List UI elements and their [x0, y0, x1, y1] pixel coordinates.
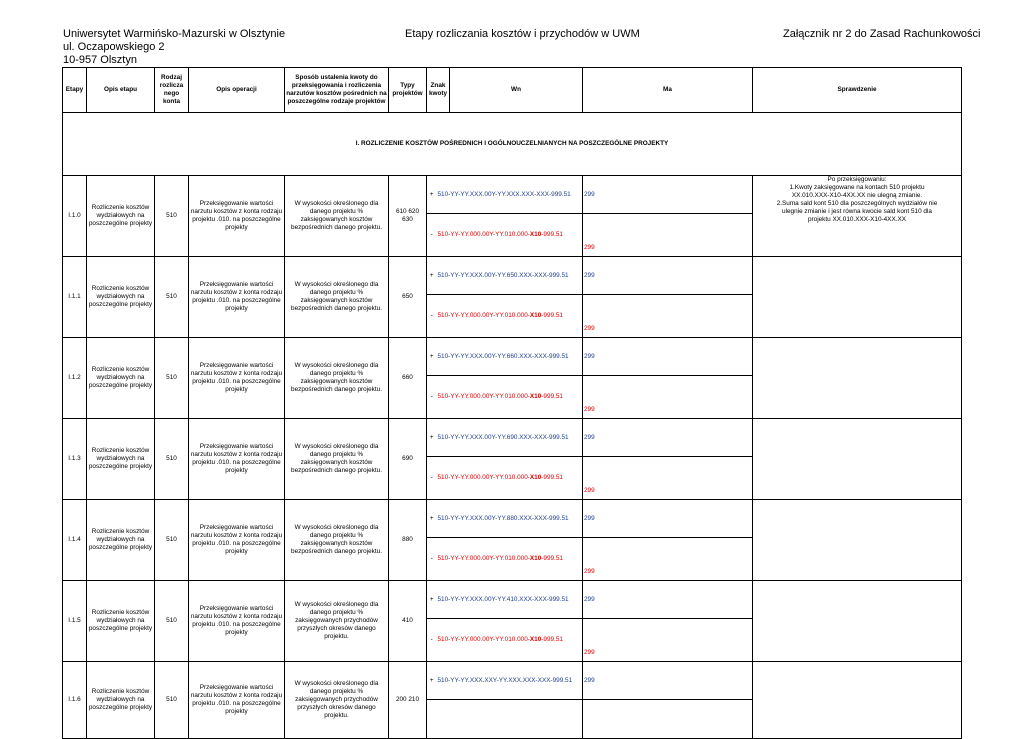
col-header-ma: Ma: [583, 68, 753, 113]
ma-account-minus: 299: [583, 214, 753, 257]
sign-minus-empty: [427, 700, 437, 739]
etap-cell: I.1.2: [63, 338, 87, 419]
col-header-znak-wn: [427, 68, 583, 113]
table-row: [63, 257, 962, 295]
typy-cell: 650: [389, 257, 427, 338]
ma-account-minus: 299: [583, 538, 753, 581]
wn-minus-prefix: 510-YY-YY.000.00Y-YY.010.000-: [437, 312, 530, 319]
etap-cell: I.1.5: [63, 581, 87, 662]
sign-minus: -: [427, 214, 437, 257]
check-cell-empty: [753, 338, 962, 419]
wn-account-minus: [437, 295, 583, 338]
sign-plus: +: [427, 338, 437, 376]
wn-minus-bold: X10: [529, 312, 542, 319]
wn-account-minus: [437, 619, 583, 662]
wn-account-minus-empty: [437, 700, 583, 739]
col-header-etapy: Etapy: [63, 68, 87, 113]
table-row: [63, 176, 962, 214]
section-title: I. ROZLICZENIE KOSZTÓW POŚREDNICH I OGÓLNOUCZELNIANYCH NA POSZCZEGÓLNE PROJEKTY: [63, 113, 962, 176]
check-cell-empty: [753, 500, 962, 581]
wn-minus-suffix: -999.51: [541, 636, 563, 643]
wn-account-plus: 510-YY-YY.XXX.00Y-YY.660.XXX-XXX-999.51: [437, 338, 583, 376]
opis-etapu-cell: Rozliczenie kosztów wydziałowych na poszczególne projekty: [87, 257, 155, 338]
check-cell-empty: [753, 581, 962, 662]
check-note-line: 2.Suma sald kont 510 dla poszczególnych wydziałów nie: [776, 200, 938, 207]
col-header-rodzaj: Rodzaj rozlicza nego konta: [155, 68, 189, 113]
rodzaj-cell: 510: [155, 176, 189, 257]
opis-operacji-cell: Przeksięgowanie wartości narzutu kosztów z konta rodzaju projektu .010. na poszczególne projekty: [189, 419, 285, 500]
typy-cell: 880: [389, 500, 427, 581]
sign-minus: -: [427, 619, 437, 662]
wn-minus-bold: X10: [529, 231, 542, 238]
ma-account-minus: 299: [583, 295, 753, 338]
sign-plus: +: [427, 419, 437, 457]
ma-account-minus-empty: [583, 700, 753, 739]
opis-etapu-cell: Rozliczenie kosztów wydziałowych na poszczególne projekty: [87, 419, 155, 500]
institution-street: ul. Oczapowskiego 2: [63, 41, 165, 53]
rodzaj-cell: 510: [155, 257, 189, 338]
wn-account-plus: 510-YY-YY.XXX.00Y-YY.410.XXX-XXX-999.51: [437, 581, 583, 619]
document-title: Etapy rozliczania kosztów i przychodów w UWM: [405, 28, 640, 40]
wn-minus-suffix: -999.51: [541, 393, 563, 400]
opis-operacji-cell: Przeksięgowanie wartości narzutu kosztów z konta rodzaju projektu .010. na poszczególne projekty: [189, 338, 285, 419]
sign-minus: -: [427, 538, 437, 581]
opis-operacji-cell: Przeksięgowanie wartości narzutu kosztów z konta rodzaju projektu .010. na poszczególne projekty: [189, 257, 285, 338]
table-row: [63, 419, 962, 457]
check-note-line: ulegnie zmianie i jest równa kwocie sald kont 510 dla: [782, 208, 932, 215]
sign-plus: +: [427, 257, 437, 295]
sign-minus: -: [427, 457, 437, 500]
wn-account-plus: 510-YY-YY.XXX.00Y-YY.XXX.XXX-XXX-999.51: [437, 176, 583, 214]
etap-cell: I.1.1: [63, 257, 87, 338]
sposob-cell: W wysokości określonego dla danego projektu % zaksięgowanych przychodów przyszłych okresów danego projektu.: [285, 662, 389, 739]
check-cell-empty: [753, 257, 962, 338]
typy-cell: 610 620 630: [389, 176, 427, 257]
wn-minus-bold: X10: [529, 474, 542, 481]
ma-account-plus: 299: [583, 257, 753, 295]
opis-etapu-cell: Rozliczenie kosztów wydziałowych na poszczególne projekty: [87, 338, 155, 419]
typy-cell: 690: [389, 419, 427, 500]
sposob-cell: W wysokości określonego dla danego projektu % zaksięgowanych przychodów przyszłych okresów danego projektu.: [285, 581, 389, 662]
rodzaj-cell: 510: [155, 581, 189, 662]
check-note-line: projektu XX.010.XXX-X10-4XX.XX: [807, 216, 907, 223]
wn-minus-prefix: 510-YY-YY.000.00Y-YY.010.000-: [437, 393, 530, 400]
etap-cell: I.1.0: [63, 176, 87, 257]
opis-etapu-cell: Rozliczenie kosztów wydziałowych na poszczególne projekty: [87, 581, 155, 662]
wn-minus-suffix: -999.51: [541, 231, 563, 238]
col-header-znak: Znak kwoty: [427, 68, 450, 112]
rodzaj-cell: 510: [155, 338, 189, 419]
etap-cell: I.1.4: [63, 500, 87, 581]
ma-account-plus: 299: [583, 419, 753, 457]
wn-minus-prefix: 510-YY-YY.000.00Y-YY.010.000-: [437, 636, 530, 643]
col-header-sposob: Sposób ustalenia kwoty do przeksięgowania i rozliczenia narzutów kosztów pośrednich na poszczególne rodzaje projektów: [285, 68, 389, 113]
wn-account-minus: [437, 457, 583, 500]
rodzaj-cell: 510: [155, 500, 189, 581]
ma-account-minus: 299: [583, 457, 753, 500]
opis-etapu-cell: Rozliczenie kosztów wydziałowych na poszczególne projekty: [87, 500, 155, 581]
opis-operacji-cell: Przeksięgowanie wartości narzutu kosztów z konta rodzaju projektu .010. na poszczególne projekty: [189, 662, 285, 739]
wn-minus-prefix: 510-YY-YY.000.00Y-YY.010.000-: [437, 474, 530, 481]
ma-account-plus: 299: [583, 176, 753, 214]
sign-plus: +: [427, 662, 437, 700]
settlement-table: [62, 67, 962, 739]
sign-plus: +: [427, 176, 437, 214]
check-note: [753, 176, 962, 257]
ma-account-minus: 299: [583, 619, 753, 662]
wn-minus-bold: X10: [529, 393, 542, 400]
wn-minus-suffix: -999.51: [541, 474, 563, 481]
col-header-opis-etapu: Opis etapu: [87, 68, 155, 113]
opis-operacji-cell: Przeksięgowanie wartości narzutu kosztów z konta rodzaju projektu .010. na poszczególne projekty: [189, 581, 285, 662]
table-row: [63, 662, 962, 700]
ma-account-plus: 299: [583, 500, 753, 538]
sposob-cell: W wysokości określonego dla danego projektu % zaksięgowanych kosztów bezpośrednich danego projektu.: [285, 257, 389, 338]
opis-etapu-cell: Rozliczenie kosztów wydziałowych na poszczególne projekty: [87, 662, 155, 739]
rodzaj-cell: 510: [155, 419, 189, 500]
wn-minus-bold: X10: [529, 636, 542, 643]
check-cell-empty: [753, 662, 962, 739]
check-note-line: 1.Kwoty zaksięgowane na kontach 510 projektu: [789, 184, 925, 191]
wn-minus-prefix: 510-YY-YY.000.00Y-YY.010.000-: [437, 231, 530, 238]
institution-name: Uniwersytet Warmińsko-Mazurski w Olsztynie: [63, 28, 286, 40]
table-row: [63, 500, 962, 538]
ma-account-minus: 299: [583, 376, 753, 419]
col-header-wn: Wn: [511, 86, 521, 93]
wn-minus-suffix: -999.51: [541, 555, 563, 562]
opis-operacji-cell: Przeksięgowanie wartości narzutu kosztów z konta rodzaju projektu .010. na poszczególne projekty: [189, 500, 285, 581]
sposob-cell: W wysokości określonego dla danego projektu % zaksięgowanych kosztów bezpośrednich danego projektu.: [285, 338, 389, 419]
ma-account-plus: 299: [583, 338, 753, 376]
rodzaj-cell: 510: [155, 662, 189, 739]
wn-account-minus: [437, 538, 583, 581]
sign-minus: -: [427, 376, 437, 419]
typy-cell: 660: [389, 338, 427, 419]
ma-account-plus: 299: [583, 662, 753, 700]
sposob-cell: W wysokości określonego dla danego projektu % zaksięgowanych kosztów bezpośrednich danego projektu.: [285, 176, 389, 257]
wn-minus-prefix: 510-YY-YY.000.00Y-YY.010.000-: [437, 555, 530, 562]
check-cell-empty: [753, 419, 962, 500]
table-row: [63, 581, 962, 619]
typy-cell: 200 210: [389, 662, 427, 739]
opis-etapu-cell: Rozliczenie kosztów wydziałowych na poszczególne projekty: [87, 176, 155, 257]
wn-account-minus: [437, 376, 583, 419]
check-note-line: Po przeksięgowaniu:: [827, 176, 887, 183]
etap-cell: I.1.6: [63, 662, 87, 739]
sposob-cell: W wysokości określonego dla danego projektu % zaksięgowanych kosztów bezpośrednich danego projektu.: [285, 419, 389, 500]
institution-address: [63, 28, 285, 67]
table-header-row: [63, 68, 962, 113]
wn-account-plus: 510-YY-YY.XXX.00Y-YY.690.XXX-XXX-999.51: [437, 419, 583, 457]
institution-city: 10-957 Olsztyn: [63, 54, 137, 66]
typy-cell: 410: [389, 581, 427, 662]
wn-minus-suffix: -999.51: [541, 312, 563, 319]
etap-cell: I.1.3: [63, 419, 87, 500]
attachment-label: Załącznik nr 2 do Zasad Rachunkowości: [783, 28, 981, 40]
col-header-opis-operacji: Opis operacji: [189, 68, 285, 113]
table-row: [63, 338, 962, 376]
wn-account-plus: 510-YY-YY.XXX.00Y-YY.650.XXX-XXX-999.51: [437, 257, 583, 295]
col-header-typy: Typy projektów: [389, 68, 427, 113]
wn-account-minus: [437, 214, 583, 257]
check-note-line: XX.010.XXX-X10-4XX.XX nie ulegną zmianie.: [791, 192, 923, 199]
wn-minus-bold: X10: [529, 555, 542, 562]
opis-operacji-cell: Przeksięgowanie wartości narzutu kosztów z konta rodzaju projektu .010. na poszczególne projekty: [189, 176, 285, 257]
sign-plus: +: [427, 500, 437, 538]
wn-account-plus: 510-YY-YY.XXX.00Y-YY.880.XXX-XXX-999.51: [437, 500, 583, 538]
sign-minus: -: [427, 295, 437, 338]
section-row: [63, 113, 962, 176]
wn-account-plus: 510-YY-YY.XXX.XXY-YY.XXX.XXX-XXX-999.51: [437, 662, 583, 700]
sposob-cell: W wysokości określonego dla danego projektu % zaksięgowanych kosztów bezpośrednich danego projektu.: [285, 500, 389, 581]
col-header-sprawdzenie: Sprawdzenie: [753, 68, 962, 113]
ma-account-plus: 299: [583, 581, 753, 619]
sign-plus: +: [427, 581, 437, 619]
